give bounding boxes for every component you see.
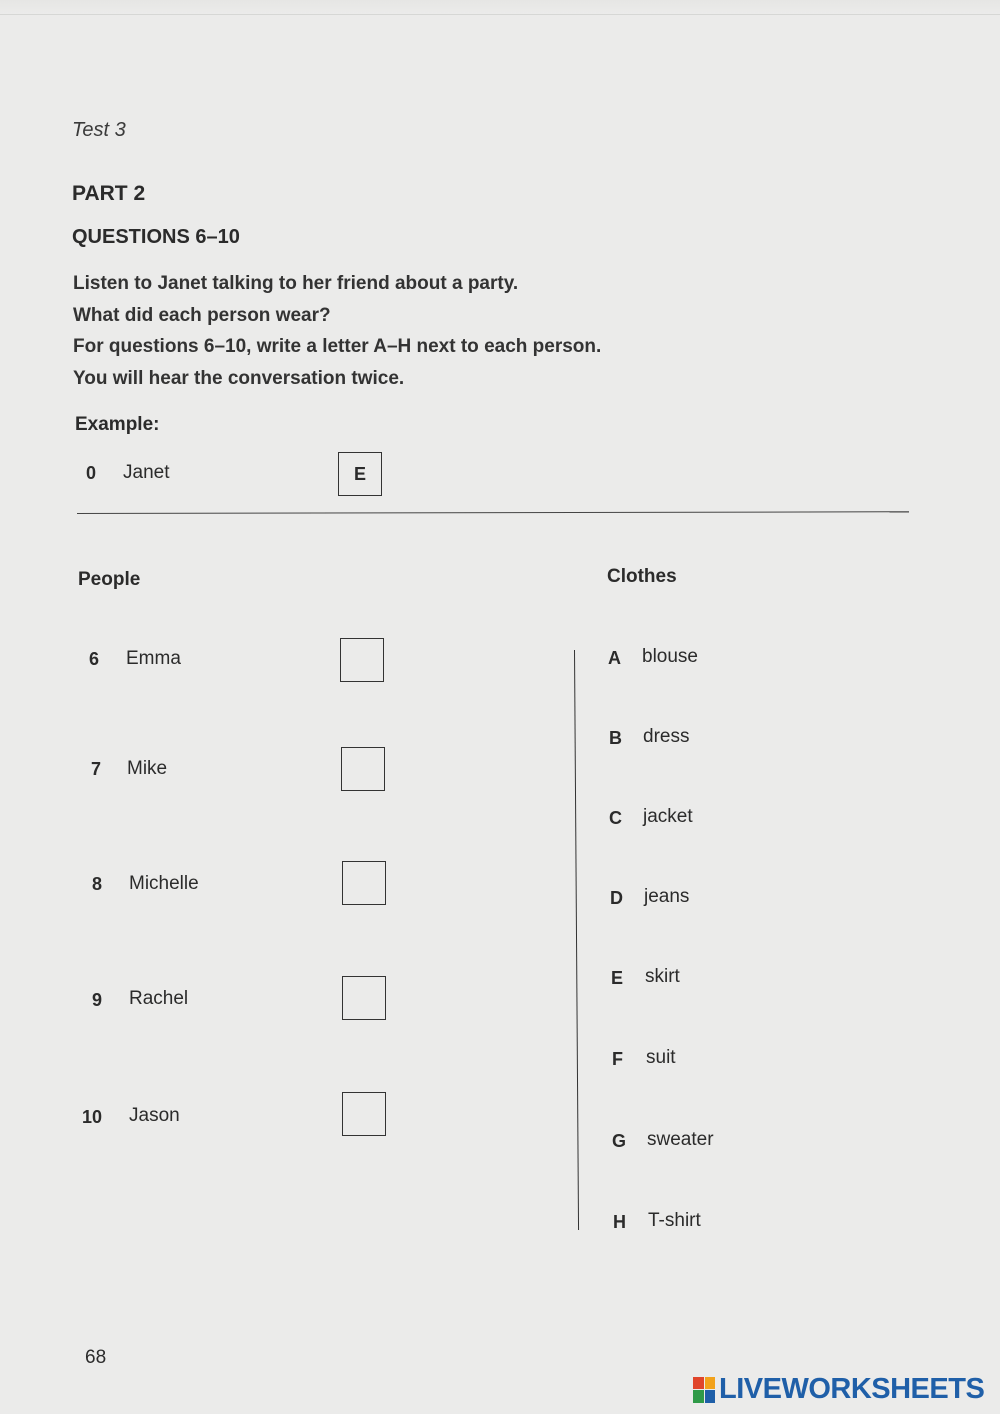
instruction-line: For questions 6–10, write a letter A–H next to each person. — [73, 336, 602, 357]
section-divider-line — [77, 511, 909, 514]
liveworksheets-logo-icon — [693, 1377, 715, 1403]
clothes-letter: F — [612, 1049, 623, 1069]
clothes-letter: B — [609, 728, 622, 748]
clothes-item: jeans — [644, 886, 690, 907]
example-answer-box: E — [338, 452, 382, 496]
test-label: Test 3 — [72, 119, 126, 141]
clothes-item: dress — [643, 726, 690, 747]
clothes-letter: A — [608, 648, 621, 668]
clothes-item: suit — [646, 1047, 676, 1068]
answer-box[interactable] — [341, 747, 385, 791]
page-number: 68 — [85, 1347, 107, 1368]
person-number: 6 — [89, 649, 100, 669]
person-name: Michelle — [129, 873, 199, 894]
instruction-line: Listen to Janet talking to her friend about a party. — [73, 273, 519, 294]
person-number: 10 — [82, 1107, 103, 1127]
clothes-item: blouse — [642, 646, 698, 667]
person-name: Emma — [126, 648, 181, 669]
person-name: Rachel — [129, 988, 189, 1009]
example-name: Janet — [123, 462, 170, 483]
example-label: Example: — [75, 414, 160, 435]
clothes-heading: Clothes — [607, 566, 677, 587]
answer-box[interactable] — [342, 976, 386, 1020]
column-divider — [574, 650, 579, 1230]
clothes-item: sweater — [647, 1129, 714, 1150]
part-title: PART 2 — [72, 182, 146, 205]
answer-box[interactable] — [342, 861, 386, 905]
clothes-letter: G — [612, 1131, 627, 1151]
clothes-item: jacket — [643, 806, 693, 827]
person-number: 7 — [91, 759, 102, 779]
clothes-letter: H — [613, 1212, 626, 1232]
person-name: Jason — [129, 1105, 180, 1126]
example-number: 0 — [86, 463, 97, 483]
clothes-letter: E — [611, 968, 624, 988]
person-number: 8 — [92, 874, 103, 894]
person-name: Mike — [127, 758, 168, 779]
page-top-edge — [0, 0, 1000, 15]
liveworksheets-logo[interactable] — [693, 1373, 984, 1406]
instruction-line: What did each person wear? — [73, 305, 331, 326]
person-number: 9 — [92, 990, 103, 1010]
answer-box[interactable] — [342, 1092, 386, 1136]
instruction-line: You will hear the conversation twice. — [73, 368, 405, 389]
clothes-item: skirt — [645, 966, 680, 987]
answer-box[interactable] — [340, 638, 384, 682]
brand-name: LIVEWORKSHEETS — [719, 1373, 985, 1405]
clothes-item: T-shirt — [648, 1210, 701, 1231]
clothes-letter: C — [609, 808, 622, 828]
people-heading: People — [78, 569, 141, 590]
clothes-letter: D — [610, 888, 623, 908]
questions-title: QUESTIONS 6–10 — [72, 226, 240, 248]
